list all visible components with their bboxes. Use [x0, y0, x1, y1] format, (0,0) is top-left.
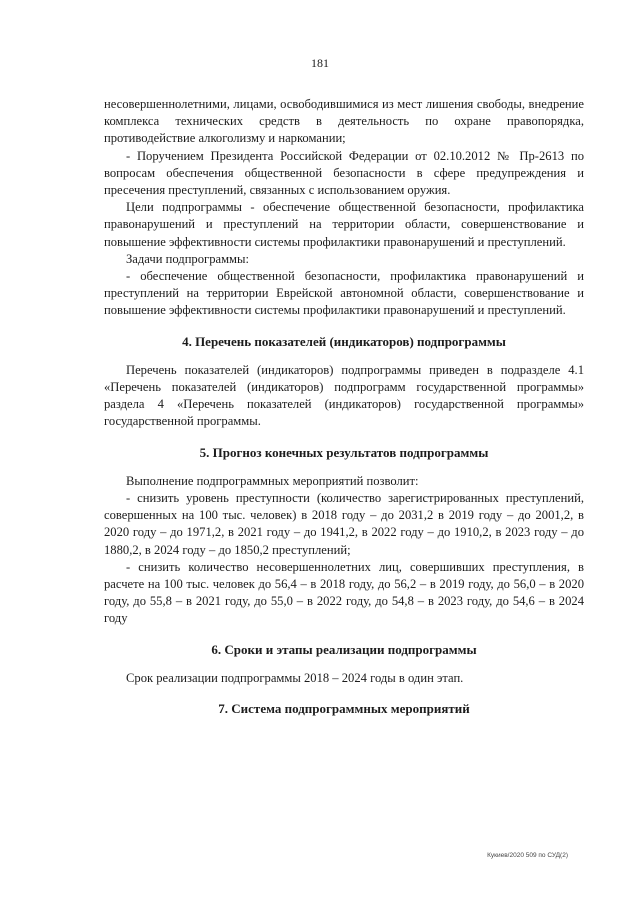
section-5-intro: Выполнение подпрограммных мероприятий позволит:	[126, 473, 419, 488]
paragraph-presidential-order: - Поручением Президента Российской Федерации от 02.10.2012 № Пр-2613 по вопросам обеспечения общественной безопасности в сфере предупреждения и пресечения преступлений, связанных с использованием оружия.	[104, 148, 584, 198]
document-body	[104, 96, 584, 717]
section-4-text: Перечень показателей (индикаторов) подпрограммы приведен в подразделе 4.1 «Перечень показателей (индикаторов) подпрограмм государственной программы» раздела 4 «Перечень показателей (индикаторов) государственной программы» государственной программы.	[104, 362, 584, 429]
section-4-heading: 4. Перечень показателей (индикаторов) подпрограммы	[182, 333, 506, 349]
paragraph-continuation: несовершеннолетними, лицами, освободившимися из мест лишения свободы, внедрение комплекса технических средств в деятельность по охране правопорядка, противодействие алкоголизму и наркомании;	[104, 97, 584, 146]
section-6-text: Срок реализации подпрограммы 2018 – 2024 годы в один этап.	[126, 670, 464, 685]
section-6-heading: 6. Сроки и этапы реализации подпрограммы	[211, 641, 477, 657]
paragraph-tasks-label: Задачи подпрограммы:	[126, 251, 249, 266]
section-5-item-crime: - снизить уровень преступности (количество зарегистрированных преступлений, совершенных на 100 тыс. человек) в 2018 году – до 2031,2 в 2019 году – до 2001,2, в 2020 году – до 1971,2, в 2021 году – до 1941,2, в 2022 году – до 1910,2, в 2023 году – до 1880,2, в 2024 году – до 1850,2 преступлений;	[104, 491, 584, 557]
page-number: 181	[311, 56, 329, 70]
footer-doc-id: Кукиев/2020 509 по СУД(2)	[487, 852, 568, 859]
section-5-item-minors: - снизить количество несовершеннолетних лиц, совершивших преступления, в расчете на 100 тыс. человек до 56,4 – в 2018 году, до 56,2 – в 2019 году, до 56,0 – в 2020 году, до 55,8 – в 2021 году, до 55,0 – в 2022 году, до 54,8 – в 2023 году, до 54,6 – в 2024 году	[104, 559, 584, 626]
section-7-heading: 7. Система подпрограммных мероприятий	[218, 701, 470, 717]
section-5-heading: 5. Прогноз конечных результатов подпрограммы	[199, 444, 489, 460]
paragraph-tasks: - обеспечение общественной безопасности, профилактика правонарушений и преступлений на территории Еврейской автономной области, совершенствование и повышение эффективности системы профилактики правонарушений и преступлений.	[104, 269, 584, 318]
paragraph-goals: Цели подпрограммы - обеспечение общественной безопасности, профилактика правонарушений и преступлений на территории области, совершенствование и повышение эффективности системы профилактики правонарушений и преступлений.	[104, 200, 584, 249]
